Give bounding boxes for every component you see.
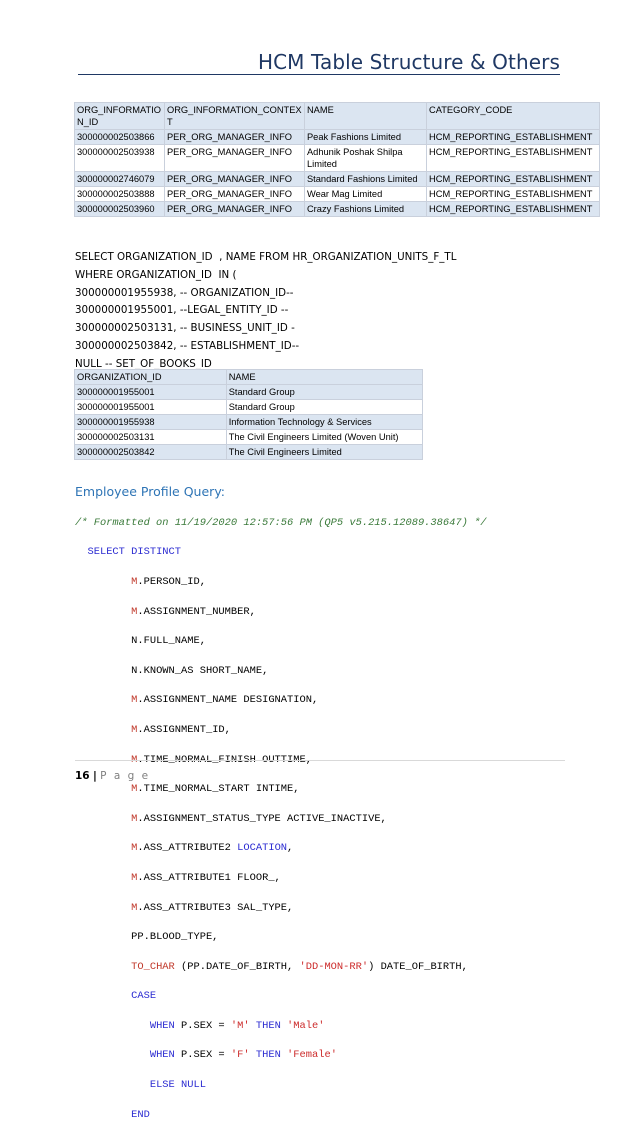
table-row — [75, 145, 600, 172]
table-cell: The Civil Engineers Limited — [226, 445, 422, 460]
employee-profile-query-code: /* Formatted on 11/19/2020 12:57:56 PM (QP5 v5.215.12089.38647) */ SELECT DISTINCT M.PERSON_ID, M.ASSIGNMENT_NUMBER, N.FULL_NAME, N.KNOWN_AS SHORT_NAME, M.ASSIGNMENT_NAME DESIGNATION, M.ASSIGNMENT_ID, M.TIME_NORMAL_FINISH OUTTIME, M.TIME_NORMAL_START INTIME, M.ASSIGNMENT_STATUS_TYPE ACTIVE_INACTIVE, M.ASS_ATTRIBUTE2 LOCATION, M.ASS_ATTRIBUTE1 FLOOR_, M.ASS_ATTRIBUTE3 SAL_TYPE, PP.BLOOD_TYPE, TO_CHAR (PP.DATE_OF_BIRTH, 'DD-MON-RR') DATE_OF_BIRTH, CASE WHEN P.SEX = 'M' THEN 'Male' WHEN P.SEX = 'F' THEN 'Female' ELSE NULL END — [75, 516, 487, 1121]
table-cell: 300000002503938 — [75, 145, 165, 172]
table-header-row — [75, 103, 600, 130]
table-row — [75, 430, 423, 445]
code-line: .ASSIGNMENT_ID, — [137, 723, 231, 736]
table-cell: 300000001955001 — [75, 400, 227, 415]
code-line: ) DATE_OF_BIRTH, — [368, 960, 468, 973]
table-cell: 300000002503842 — [75, 445, 227, 460]
code-line: .ASS_ATTRIBUTE2 — [137, 842, 238, 855]
table-cell: Information Technology & Services — [226, 415, 422, 430]
code-comment: /* Formatted on 11/19/2020 12:57:56 PM (QP5 v5.215.12089.38647) */ — [75, 516, 487, 529]
table-row — [75, 385, 423, 400]
code-keyword: WHEN — [149, 1049, 175, 1062]
code-alias: M — [131, 723, 138, 736]
code-string: 'Female' — [287, 1049, 337, 1062]
table-cell: Wear Mag Limited — [304, 187, 426, 202]
code-line: (PP.DATE_OF_BIRTH, — [174, 960, 300, 973]
table-row — [75, 187, 600, 202]
table-cell: HCM_REPORTING_ESTABLISHMENT — [427, 202, 600, 217]
query-line: NULL -- SET_OF_BOOKS_ID — [75, 357, 212, 370]
column-header: ORGANIZATION_ID — [75, 370, 227, 385]
code-line: .ASSIGNMENT_STATUS_TYPE ACTIVE_INACTIVE, — [137, 812, 387, 825]
code-line: PP.BLOOD_TYPE, — [131, 931, 219, 944]
code-keyword: ELSE NULL — [149, 1079, 206, 1092]
table-cell: 300000002503960 — [75, 202, 165, 217]
section-heading: Employee Profile Query: — [75, 484, 226, 499]
code-line: .TIME_NORMAL_START INTIME, — [137, 783, 300, 796]
code-line: .PERSON_ID, — [137, 575, 206, 588]
code-line: .TIME_NORMAL_FINISH OUTTIME, — [137, 753, 312, 766]
table-cell: HCM_REPORTING_ESTABLISHMENT — [427, 130, 600, 145]
page-label: P a g e — [100, 770, 151, 782]
query-line: 300000002503842, -- ESTABLISHMENT_ID-- — [75, 339, 300, 352]
code-keyword: CASE — [131, 990, 157, 1003]
code-keyword: THEN — [249, 1049, 288, 1062]
table-row — [75, 202, 600, 217]
table-cell: 300000001955001 — [75, 385, 227, 400]
code-alias: M — [131, 871, 138, 884]
query-line: SELECT ORGANIZATION_ID , NAME FROM HR_ORGANIZATION_UNITS_F_TL — [75, 251, 457, 263]
code-alias: M — [131, 812, 138, 825]
code-keyword: END — [131, 1108, 150, 1121]
column-header: NAME — [304, 103, 426, 130]
query-line: 300000001955001, --LEGAL_ENTITY_ID -- — [75, 304, 289, 317]
table-cell: Standard Fashions Limited — [304, 172, 426, 187]
org-information-table — [74, 102, 600, 217]
code-function: TO_CHAR — [131, 960, 175, 973]
query-line: 300000002503131, -- BUSINESS_UNIT_ID - — [75, 322, 295, 335]
code-string: 'M' — [230, 1019, 250, 1032]
code-line: .ASS_ATTRIBUTE3 SAL_TYPE, — [137, 901, 294, 914]
code-line: P.SEX = — [174, 1049, 231, 1062]
code-alias: M — [131, 694, 138, 707]
organization-units-table — [74, 369, 423, 460]
table-cell: Adhunik Poshak Shilpa Limited — [304, 145, 426, 172]
code-line: N.KNOWN_AS SHORT_NAME, — [131, 664, 269, 677]
table-cell: HCM_REPORTING_ESTABLISHMENT — [427, 172, 600, 187]
table-cell: Crazy Fashions Limited — [304, 202, 426, 217]
code-alias: M — [131, 575, 138, 588]
table-cell: HCM_REPORTING_ESTABLISHMENT — [427, 145, 600, 172]
table-cell: HCM_REPORTING_ESTABLISHMENT — [427, 187, 600, 202]
table-cell: PER_ORG_MANAGER_INFO — [164, 187, 304, 202]
code-line: P.SEX = — [174, 1019, 231, 1032]
table-row — [75, 400, 423, 415]
code-alias: M — [131, 783, 138, 796]
footer-rule — [75, 760, 565, 761]
column-header: ORG_INFORMATIO N_ID — [75, 103, 165, 130]
code-alias: M — [131, 901, 138, 914]
table-row — [75, 172, 600, 187]
column-header: NAME — [226, 370, 422, 385]
table-cell: PER_ORG_MANAGER_INFO — [164, 145, 304, 172]
code-line: .ASSIGNMENT_NAME DESIGNATION, — [137, 694, 319, 707]
table-cell: The Civil Engineers Limited (Woven Unit) — [226, 430, 422, 445]
code-line: .ASS_ATTRIBUTE1 FLOOR_, — [137, 871, 281, 884]
table-cell: 300000002503131 — [75, 430, 227, 445]
code-alias: M — [131, 842, 138, 855]
table-row — [75, 445, 423, 460]
page-number: 16 — [75, 770, 90, 782]
code-string: 'DD-MON-RR' — [299, 960, 369, 973]
table-cell: 300000001955938 — [75, 415, 227, 430]
code-keyword: WHEN — [149, 1019, 175, 1032]
code-alias: M — [131, 605, 138, 618]
column-header: CATEGORY_CODE — [427, 103, 600, 130]
table-header-row — [75, 370, 423, 385]
table-row — [75, 415, 423, 430]
code-keyword: THEN — [249, 1019, 288, 1032]
code-alias: M — [131, 753, 138, 766]
query-line: WHERE ORGANIZATION_ID IN ( — [75, 268, 237, 281]
page-footer — [75, 770, 150, 782]
code-select-keyword: SELECT DISTINCT — [87, 546, 182, 559]
table-cell: PER_ORG_MANAGER_INFO — [164, 172, 304, 187]
query-line: 300000001955938, -- ORGANIZATION_ID-- — [75, 286, 294, 299]
page-header-title: HCM Table Structure & Others — [257, 50, 560, 74]
table-cell: 300000002746079 — [75, 172, 165, 187]
table-row — [75, 130, 600, 145]
code-string: 'F' — [230, 1049, 250, 1062]
table-cell: Standard Group — [226, 385, 422, 400]
table-cell: PER_ORG_MANAGER_INFO — [164, 202, 304, 217]
table-cell: Peak Fashions Limited — [304, 130, 426, 145]
code-line: .ASSIGNMENT_NUMBER, — [137, 605, 256, 618]
code-line: N.FULL_NAME, — [131, 635, 206, 648]
code-string: 'Male' — [287, 1019, 325, 1032]
table-cell: 300000002503866 — [75, 130, 165, 145]
header-rule — [78, 74, 560, 75]
table-cell: 300000002503888 — [75, 187, 165, 202]
table-cell: PER_ORG_MANAGER_INFO — [164, 130, 304, 145]
code-keyword: LOCATION — [237, 842, 288, 855]
column-header: ORG_INFORMATION_CONTEX T — [164, 103, 304, 130]
table-cell: Standard Group — [226, 400, 422, 415]
footer-separator: | — [92, 770, 97, 782]
